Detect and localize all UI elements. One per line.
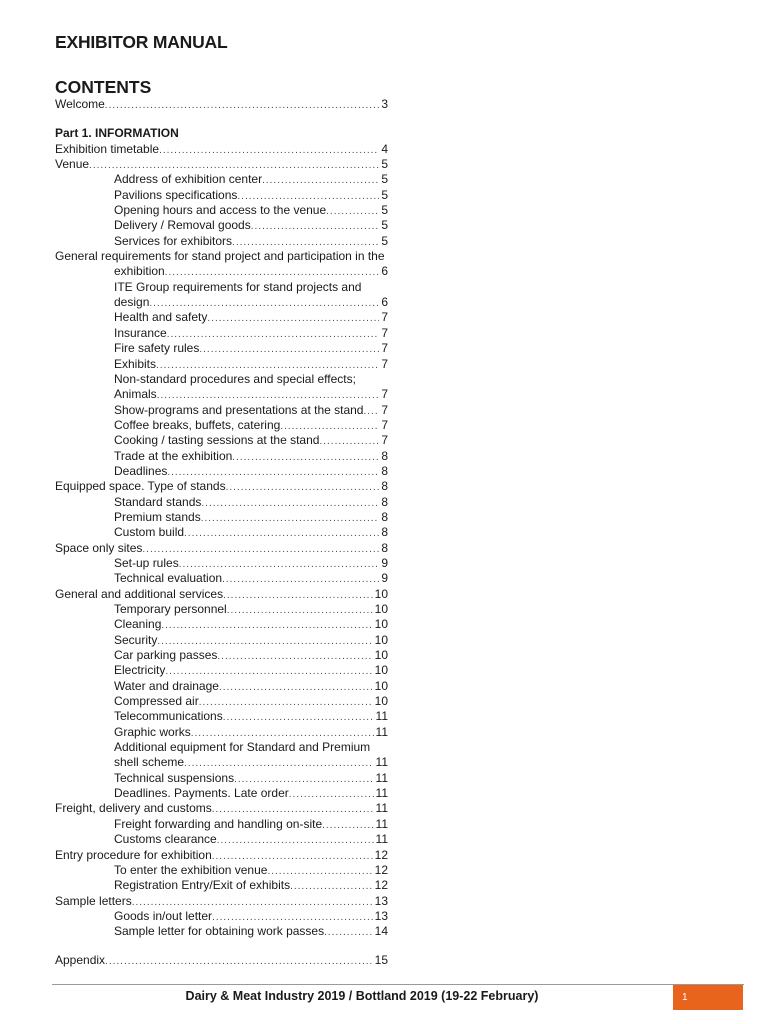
toc-entry-title: Goods in/out letter: [114, 908, 213, 923]
toc-entry-title: Technical evaluation: [114, 571, 223, 586]
toc-entry-title: Sample letters: [55, 893, 132, 908]
toc-entry-title: Premium stands: [114, 509, 201, 524]
toc-entry[interactable]: [55, 510, 388, 525]
toc-page-number: 8: [381, 479, 388, 494]
toc-page-number: 15: [374, 952, 388, 967]
toc-dot-leader: [105, 98, 380, 112]
toc-entry-title: Pavilions specifications: [114, 187, 238, 202]
toc-entry[interactable]: [55, 218, 388, 233]
toc-dot-leader: [201, 496, 379, 510]
toc-entry-title: Cleaning: [114, 617, 162, 632]
toc-dot-leader: [161, 618, 372, 632]
document-title: EXHIBITOR MANUAL: [55, 32, 228, 52]
toc-entry-title: Security: [114, 632, 158, 647]
toc-dot-leader: [223, 710, 374, 724]
toc-entry-title: Opening hours and access to the venue: [114, 203, 327, 218]
toc-page-number: 3: [381, 97, 388, 111]
toc-dot-leader: [280, 419, 379, 433]
toc-page-number: 8: [381, 540, 388, 555]
toc-entry-title: Entry procedure for exhibition: [55, 847, 212, 862]
toc-entry[interactable]: [55, 249, 388, 264]
toc-entry[interactable]: [55, 786, 388, 801]
toc-entry[interactable]: [55, 894, 388, 909]
toc-page-number: 8: [381, 509, 388, 524]
toc-page-number: 5: [381, 172, 388, 187]
toc-entry-title: Freight, delivery and customs: [55, 801, 212, 816]
toc-entry[interactable]: [55, 525, 388, 540]
toc-page-number: 8: [381, 525, 388, 540]
toc-dot-leader: [217, 833, 374, 847]
toc-page-number: 10: [374, 678, 388, 693]
toc-entry-title: Trade at the exhibition: [114, 448, 233, 463]
toc-page-number: 8: [381, 494, 388, 509]
toc-entry-title: Standard stands: [114, 494, 202, 509]
toc-dot-leader: [363, 404, 379, 418]
toc-entry[interactable]: [55, 924, 388, 939]
toc-dot-leader: [149, 296, 379, 310]
toc-page-number: 6: [381, 295, 388, 310]
toc-dot-leader: [165, 265, 380, 279]
toc-page-number: 7: [381, 325, 388, 340]
toc-entry[interactable]: [55, 418, 388, 433]
toc-entry-title: Additional equipment for Standard and Premium: [114, 740, 371, 755]
toc-entry-title: Deadlines: [114, 463, 168, 478]
toc-entry-title: Appendix: [55, 952, 106, 967]
toc-entry[interactable]: [55, 755, 388, 770]
toc-page-number: 5: [381, 233, 388, 248]
toc-entry-title: Set-up rules: [114, 555, 179, 570]
toc-page-number: 10: [374, 632, 388, 647]
toc-entry[interactable]: [55, 157, 388, 172]
toc-entry[interactable]: [55, 264, 388, 279]
toc-entry-title: Fire safety rules: [114, 341, 200, 356]
toc-dot-leader: [167, 465, 379, 479]
toc-entry-title: General and additional services: [55, 586, 224, 601]
toc-dot-leader: [199, 342, 379, 356]
toc-dot-leader: [142, 542, 379, 556]
toc-entry-title: shell scheme: [114, 755, 185, 770]
toc-page-number: 12: [374, 862, 388, 877]
toc-entry[interactable]: [55, 587, 388, 602]
toc-dot-leader: [159, 143, 379, 157]
toc-entry[interactable]: [55, 479, 388, 494]
toc-entry[interactable]: [55, 848, 388, 863]
toc-entry-title: Equipped space. Type of stands: [55, 479, 226, 494]
toc-page-number: 11: [375, 724, 388, 739]
toc-dot-leader: [207, 311, 379, 325]
toc-entry[interactable]: [55, 295, 388, 310]
toc-entry[interactable]: [55, 694, 388, 709]
toc-dot-leader: [179, 557, 380, 571]
toc-page-number: 7: [381, 433, 388, 448]
toc-entry[interactable]: [55, 571, 388, 586]
toc-entry[interactable]: [55, 464, 388, 479]
toc-page-number: 7: [381, 402, 388, 417]
toc-page-number: 11: [375, 755, 388, 770]
footer-divider: [52, 984, 744, 985]
toc-entry-title: Insurance: [114, 325, 167, 340]
toc-page-number: 10: [374, 586, 388, 601]
toc-entry[interactable]: [55, 817, 388, 832]
toc-dot-leader: [251, 219, 380, 233]
toc-dot-leader: [184, 756, 374, 770]
toc-entry-title: Part 1. INFORMATION: [55, 126, 179, 141]
toc-section-heading[interactable]: [55, 126, 388, 141]
toc-page-number: 12: [374, 847, 388, 862]
toc-entry[interactable]: [55, 878, 388, 893]
toc-dot-leader: [232, 235, 379, 249]
toc-page-number: 12: [374, 878, 388, 893]
toc-dot-leader: [324, 925, 373, 939]
toc-page-number: 5: [381, 203, 388, 218]
toc-entry[interactable]: [55, 97, 388, 112]
toc-page-number: 7: [381, 356, 388, 371]
toc-entry-title: Sample letter for obtaining work passes: [114, 924, 325, 939]
toc-entry-title: Freight forwarding and handling on-site: [114, 816, 323, 831]
table-of-contents: [55, 97, 388, 968]
toc-dot-leader: [319, 434, 379, 448]
toc-dot-leader: [191, 726, 374, 740]
toc-dot-leader: [326, 204, 379, 218]
toc-entry[interactable]: [55, 909, 388, 924]
toc-page-number: 10: [374, 694, 388, 709]
toc-dot-leader: [219, 680, 373, 694]
toc-entry-title: Welcome: [55, 97, 105, 111]
toc-dot-leader: [156, 358, 379, 372]
toc-entry[interactable]: [55, 709, 388, 724]
toc-entry-title: exhibition: [114, 264, 165, 279]
toc-dot-leader: [227, 603, 373, 617]
toc-dot-leader: [165, 664, 372, 678]
toc-page-number: 11: [375, 770, 388, 785]
toc-page-number: 7: [381, 417, 388, 432]
toc-dot-leader: [232, 450, 379, 464]
toc-dot-leader: [167, 327, 380, 341]
toc-page-number: 8: [381, 448, 388, 463]
toc-page-number: 11: [375, 709, 388, 724]
toc-page-number: 4: [381, 141, 388, 156]
toc-entry[interactable]: [55, 617, 388, 632]
toc-page-number: 8: [381, 463, 388, 478]
toc-entry[interactable]: [55, 326, 388, 341]
toc-entry[interactable]: [55, 387, 388, 402]
footer-event-title: Dairy & Meat Industry 2019 / Bottland 2019 (19-22 February): [185, 989, 539, 1003]
toc-entry[interactable]: [55, 801, 388, 816]
toc-dot-leader: [223, 588, 373, 602]
toc-entry[interactable]: [55, 633, 388, 648]
toc-entry-title: Technical suspensions: [114, 770, 235, 785]
toc-entry-title: ITE Group requirements for stand projects and: [114, 279, 362, 294]
toc-dot-leader: [157, 388, 380, 402]
toc-dot-leader: [212, 849, 373, 863]
toc-entry-title: Venue: [55, 157, 90, 172]
toc-entry-title: Water and drainage: [114, 678, 219, 693]
toc-dot-leader: [222, 572, 379, 586]
toc-entry-title: design: [114, 295, 150, 310]
toc-dot-leader: [237, 189, 379, 203]
toc-entry-title: Graphic works: [114, 724, 191, 739]
toc-entry[interactable]: [55, 495, 388, 510]
toc-page-number: 10: [374, 663, 388, 678]
toc-page-number: 7: [381, 341, 388, 356]
toc-entry[interactable]: [55, 556, 388, 571]
toc-entry-title: General requirements for stand project and participation in the: [55, 249, 385, 264]
toc-dot-leader: [217, 649, 372, 663]
toc-page-number: 9: [381, 571, 388, 586]
toc-dot-leader: [290, 879, 373, 893]
toc-dot-leader: [262, 173, 379, 187]
page-number-badge: [673, 985, 743, 1010]
toc-entry-title: Address of exhibition center: [114, 172, 263, 187]
toc-page-number: 13: [374, 908, 388, 923]
toc-entry[interactable]: [55, 832, 388, 847]
toc-entry[interactable]: [55, 663, 388, 678]
toc-dot-leader: [322, 818, 373, 832]
toc-entry[interactable]: [55, 740, 388, 755]
toc-entry[interactable]: [55, 403, 388, 418]
toc-page-number: 11: [375, 832, 388, 847]
toc-entry-title: Telecommunications: [114, 709, 223, 724]
toc-entry-title: Cooking / tasting sessions at the stand: [114, 433, 320, 448]
toc-page-number: 5: [381, 218, 388, 233]
toc-page-number: 6: [381, 264, 388, 279]
toc-entry[interactable]: [55, 725, 388, 740]
toc-entry[interactable]: [55, 648, 388, 663]
toc-entry-title: Car parking passes: [114, 648, 218, 663]
toc-entry-title: Non-standard procedures and special effects;: [114, 371, 356, 386]
toc-entry[interactable]: [55, 953, 388, 968]
toc-entry-title: Coffee breaks, buffets, catering: [114, 417, 281, 432]
toc-page-number: 14: [374, 924, 388, 939]
toc-entry-title: Health and safety: [114, 310, 208, 325]
toc-entry[interactable]: [55, 372, 388, 387]
page-number: 1: [682, 992, 688, 1003]
toc-dot-leader: [132, 895, 373, 909]
toc-entry-title: Services for exhibitors: [114, 233, 233, 248]
toc-entry[interactable]: [55, 433, 388, 448]
toc-entry-title: Temporary personnel: [114, 602, 227, 616]
toc-page-number: 7: [381, 387, 388, 402]
toc-entry-title: Custom build: [114, 525, 185, 540]
toc-page-number: 9: [381, 555, 388, 570]
toc-entry-title: Deadlines. Payments. Late order: [114, 786, 289, 801]
toc-dot-leader: [212, 802, 374, 816]
toc-entry-title: Exhibition timetable: [55, 141, 160, 156]
toc-entry[interactable]: [55, 142, 388, 157]
toc-entry-title: Show-programs and presentations at the stand: [114, 402, 364, 417]
toc-entry-title: Animals: [114, 387, 157, 402]
toc-entry-title: Delivery / Removal goods: [114, 218, 251, 233]
toc-page-number: 5: [381, 187, 388, 202]
toc-entry[interactable]: [55, 541, 388, 556]
toc-entry-title: To enter the exhibition venue: [114, 862, 268, 877]
toc-entry[interactable]: [55, 310, 388, 325]
toc-entry-title: Compressed air: [114, 694, 199, 709]
toc-entry-title: Electricity: [114, 663, 166, 678]
toc-dot-leader: [199, 695, 373, 709]
toc-dot-leader: [184, 526, 379, 540]
toc-dot-leader: [234, 772, 373, 786]
toc-entry[interactable]: [55, 679, 388, 694]
toc-page-number: 10: [374, 617, 388, 632]
toc-dot-leader: [105, 954, 373, 968]
toc-entry-title: Registration Entry/Exit of exhibits: [114, 878, 291, 893]
toc-dot-leader: [201, 511, 380, 525]
toc-entry-title: Exhibits: [114, 356, 157, 371]
toc-dot-leader: [226, 480, 380, 494]
toc-entry[interactable]: [55, 172, 388, 187]
toc-dot-leader: [289, 787, 374, 801]
toc-entry[interactable]: [55, 234, 388, 249]
toc-page-number: 11: [375, 801, 388, 816]
toc-page-number: 5: [381, 157, 388, 172]
toc-entry[interactable]: [55, 357, 388, 372]
toc-page-number: 13: [374, 893, 388, 908]
toc-page-number: 11: [375, 816, 388, 831]
toc-entry-title: Customs clearance: [114, 832, 217, 847]
toc-page-number: 11: [375, 786, 388, 801]
toc-entry[interactable]: [55, 863, 388, 878]
toc-entry-title: Space only sites: [55, 540, 143, 555]
toc-page-number: 7: [381, 310, 388, 325]
toc-dot-leader: [267, 864, 372, 878]
toc-entry[interactable]: [55, 602, 388, 617]
toc-dot-leader: [212, 910, 373, 924]
toc-entry[interactable]: [55, 341, 388, 356]
toc-dot-leader: [89, 158, 379, 172]
toc-entry[interactable]: [55, 449, 388, 464]
toc-page-number: 10: [374, 602, 388, 616]
toc-entry[interactable]: [55, 771, 388, 786]
contents-heading: CONTENTS: [55, 77, 152, 97]
toc-entry[interactable]: [55, 280, 388, 295]
toc-dot-leader: [157, 634, 372, 648]
toc-entry[interactable]: [55, 203, 388, 218]
toc-page-number: 10: [374, 648, 388, 663]
toc-entry[interactable]: [55, 188, 388, 203]
